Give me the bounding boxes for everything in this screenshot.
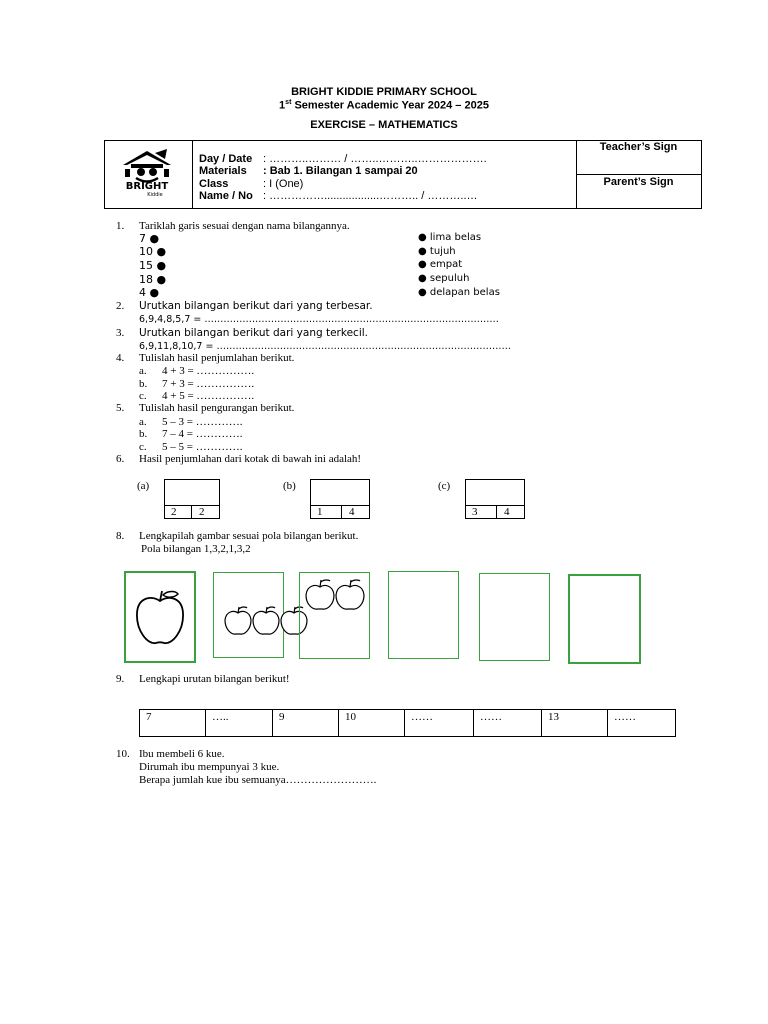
q2-answer-line: 6,9,4,8,5,7 = ………………………………………………………………………………… [139, 314, 499, 325]
q3-answer-line: 6,9,11,8,10,7 = ………………………………………………………………………………… [139, 341, 511, 352]
q6-sum-box-b [310, 479, 370, 519]
semester-line [0, 99, 768, 112]
q6-box-value: 1 [317, 506, 323, 518]
number-sequence-table [139, 709, 676, 737]
q5-item-label: a. [139, 416, 147, 428]
info-box [104, 140, 702, 209]
q6-box-value: 3 [472, 506, 478, 518]
q3-text: Urutkan bilangan berikut dari yang terkecil. [139, 327, 368, 339]
info-row-materials [199, 165, 418, 177]
sequence-cell: 9 [273, 710, 339, 736]
info-label: Materials [199, 165, 247, 177]
q1-number-item: 4 ● [139, 286, 160, 299]
semester-text: Semester Academic Year 2024 – 2025 [291, 99, 489, 112]
q5-item-label: b. [139, 428, 148, 440]
q5-item: 7 – 4 = …………. [162, 428, 243, 440]
sequence-cell-blank[interactable]: ….. [206, 710, 273, 736]
q1-number-item: 15 ● [139, 259, 167, 272]
info-label: Name / No [199, 190, 253, 202]
q1-word-item: ● delapan belas [418, 287, 500, 298]
q6-text: Hasil penjumlahan dari kotak di bawah ini adalah! [139, 453, 362, 465]
q2-text: Urutkan bilangan berikut dari yang terbesar. [139, 300, 373, 312]
q6-box-label: (a) [137, 480, 150, 492]
divider [576, 174, 701, 175]
q1-number-item: 10 ● [139, 245, 167, 258]
exercise-title: EXERCISE – MATHEMATICS [310, 119, 458, 131]
q1-word-item: ● sepuluh [418, 273, 470, 284]
q6-box-value: 2 [171, 506, 177, 518]
q8-text: Lengkapilah gambar sesuai pola bilangan berikut. [139, 530, 359, 542]
info-row-date [199, 153, 487, 165]
q9-text: Lengkapi urutan bilangan berikut! [139, 673, 290, 685]
semester-number: 1 [279, 99, 286, 112]
q9-number: 9. [116, 673, 125, 685]
pattern-box-1 [124, 571, 196, 663]
q6-sum-box-a [164, 479, 220, 519]
school-logo [111, 145, 185, 203]
teacher-sign-label: Teacher’s Sign [599, 141, 678, 153]
q6-number: 6. [116, 453, 125, 465]
q1-number-item: 7 ● [139, 232, 160, 245]
sequence-cell-blank[interactable]: …… [614, 711, 636, 723]
q10-number: 10. [116, 748, 130, 760]
q1-word-item: ● lima belas [418, 232, 482, 243]
q1-text: Tariklah garis sesuai dengan nama bilangannya. [139, 220, 350, 232]
sequence-cell: 13 [542, 710, 608, 736]
q1-word-item: ● tujuh [418, 246, 456, 257]
q5-item-label: c. [139, 441, 147, 453]
q10-line: Berapa jumlah kue ibu semuanya……………………. [139, 774, 377, 786]
divider [192, 141, 193, 208]
info-row-name [199, 190, 478, 202]
sequence-cell: 7 [140, 710, 206, 736]
q2-number: 2. [116, 300, 125, 312]
apple-icon [134, 589, 186, 647]
sequence-cell: 10 [339, 710, 405, 736]
q5-text: Tulislah hasil pengurangan berikut. [139, 402, 295, 414]
q4-number: 4. [116, 352, 125, 364]
q6-box-value: 4 [504, 506, 510, 518]
q5-item: 5 – 3 = …………. [162, 416, 243, 428]
q4-item-label: c. [139, 390, 147, 402]
semester-suffix: st [285, 99, 292, 106]
info-row-class [199, 178, 303, 190]
info-value: : Bab 1. Bilangan 1 sampai 20 [263, 165, 418, 177]
q10-line: Dirumah ibu mempunyai 3 kue. [139, 761, 280, 773]
info-label: Class [199, 178, 229, 190]
apple-icon [224, 606, 308, 636]
q5-number: 5. [116, 402, 125, 414]
q1-number: 1. [116, 220, 125, 232]
apple-icon [305, 579, 365, 611]
parent-sign-label: Parent’s Sign [603, 176, 674, 188]
q1-number-item: 18 ● [139, 273, 167, 286]
q6-box-value: 2 [199, 506, 205, 518]
q1-word-item: ● empat [418, 259, 463, 270]
q4-item: 7 + 3 = ……………. [162, 378, 255, 390]
q5-item: 5 – 5 = …………. [162, 441, 243, 453]
info-value: : ………..……… / ……..………..………………. [263, 153, 487, 165]
q6-sum-box-c [465, 479, 525, 519]
logo-subtext: Kiddie [147, 192, 163, 198]
q4-item-label: b. [139, 378, 148, 390]
q10-line: Ibu membeli 6 kue. [139, 748, 225, 760]
q8-number: 8. [116, 530, 125, 542]
q4-item: 4 + 5 = ……………. [162, 390, 255, 402]
q3-number: 3. [116, 327, 125, 339]
info-label: Day / Date [199, 153, 253, 165]
q8-pattern: Pola bilangan 1,3,2,1,3,2 [141, 543, 251, 555]
school-name: BRIGHT KIDDIE PRIMARY SCHOOL [291, 86, 477, 98]
q6-box-value: 4 [349, 506, 355, 518]
info-value: : ……………..................……….. / ………..… [263, 190, 478, 202]
sequence-cell-blank[interactable]: …… [405, 710, 474, 736]
pattern-box-6[interactable] [568, 574, 641, 664]
q4-text: Tulislah hasil penjumlahan berikut. [139, 352, 295, 364]
logo-text: BRIGHT [125, 181, 169, 192]
sequence-cell-blank[interactable]: …… [474, 710, 542, 736]
pattern-box-5[interactable] [479, 573, 550, 661]
q6-box-label: (c) [438, 480, 451, 492]
pattern-box-3 [299, 572, 370, 659]
pattern-box-2 [213, 572, 284, 658]
pattern-box-4[interactable] [388, 571, 459, 659]
info-value: : I (One) [263, 178, 304, 190]
q4-item: 4 + 3 = ……………. [162, 365, 255, 377]
q4-item-label: a. [139, 365, 147, 377]
q6-box-label: (b) [283, 480, 296, 492]
